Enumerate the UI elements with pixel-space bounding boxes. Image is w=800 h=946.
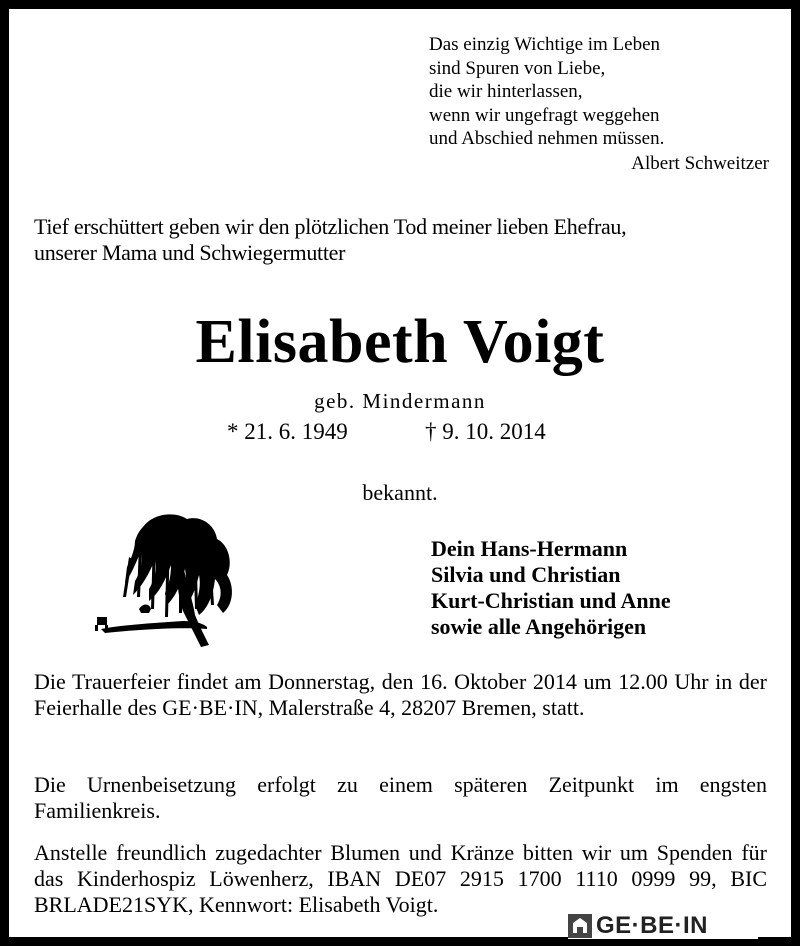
obituary-card bbox=[9, 9, 791, 937]
logo-text: GE·BE·IN bbox=[596, 912, 708, 939]
family-member: Kurt-Christian und Anne bbox=[431, 588, 671, 613]
quote-line: Das einzig Wichtige im Leben bbox=[429, 34, 661, 55]
birth-name: geb. Mindermann bbox=[314, 389, 486, 413]
intro-line: Tief erschüttert geben wir den plötzlichen Tod meiner lieben Ehefrau, bbox=[34, 214, 627, 239]
funeral-service-text: Die Trauerfeier findet am Donnerstag, den 16. Oktober 2014 um 12.00 Uhr in der Feierhalle des GE·BE·IN, Malerstraße 4, 28207 Bremen, statt. bbox=[34, 669, 767, 720]
quote-author: Albert Schweitzer bbox=[631, 152, 769, 174]
donation-text: Anstelle freundlich zugedachter Blumen und Kränze bitten wir um Spenden für das Kinderhospiz Löwenherz, IBAN DE07 2915 1700 1110 0999 99, BIC BRLADE21SYK, Kennwort: Elisabeth Voigt. bbox=[34, 840, 767, 917]
quote-line: und Abschied nehmen müssen. bbox=[429, 128, 665, 149]
deceased-name: Elisabeth Voigt bbox=[195, 308, 605, 376]
family-member: sowie alle Angehörigen bbox=[431, 614, 647, 639]
quote-line: wenn wir ungefragt weggehen bbox=[429, 104, 660, 126]
intro-text bbox=[34, 214, 774, 266]
family-member: Dein Hans-Hermann bbox=[431, 536, 628, 561]
quote-line: sind Spuren von Liebe, bbox=[429, 57, 606, 79]
intro-line: unserer Mama und Schwiegermutter bbox=[34, 240, 346, 265]
birth-date: * 21. 6. 1949 bbox=[227, 419, 348, 444]
announcement-end: bekannt. bbox=[362, 480, 438, 505]
death-date: † 9. 10. 2014 bbox=[425, 419, 546, 444]
weeping-willow-icon bbox=[83, 505, 253, 653]
gebein-logo bbox=[568, 913, 758, 939]
family-list bbox=[431, 536, 771, 640]
quote-line: die wir hinterlassen, bbox=[429, 81, 583, 102]
quote-block bbox=[429, 33, 769, 175]
gebein-logo-icon bbox=[568, 914, 592, 938]
family-member: Silvia und Christian bbox=[431, 562, 621, 587]
urn-burial-text: Die Urnenbeisetzung erfolgt zu einem späteren Zeitpunkt im engsten Familienkreis. bbox=[34, 772, 767, 823]
